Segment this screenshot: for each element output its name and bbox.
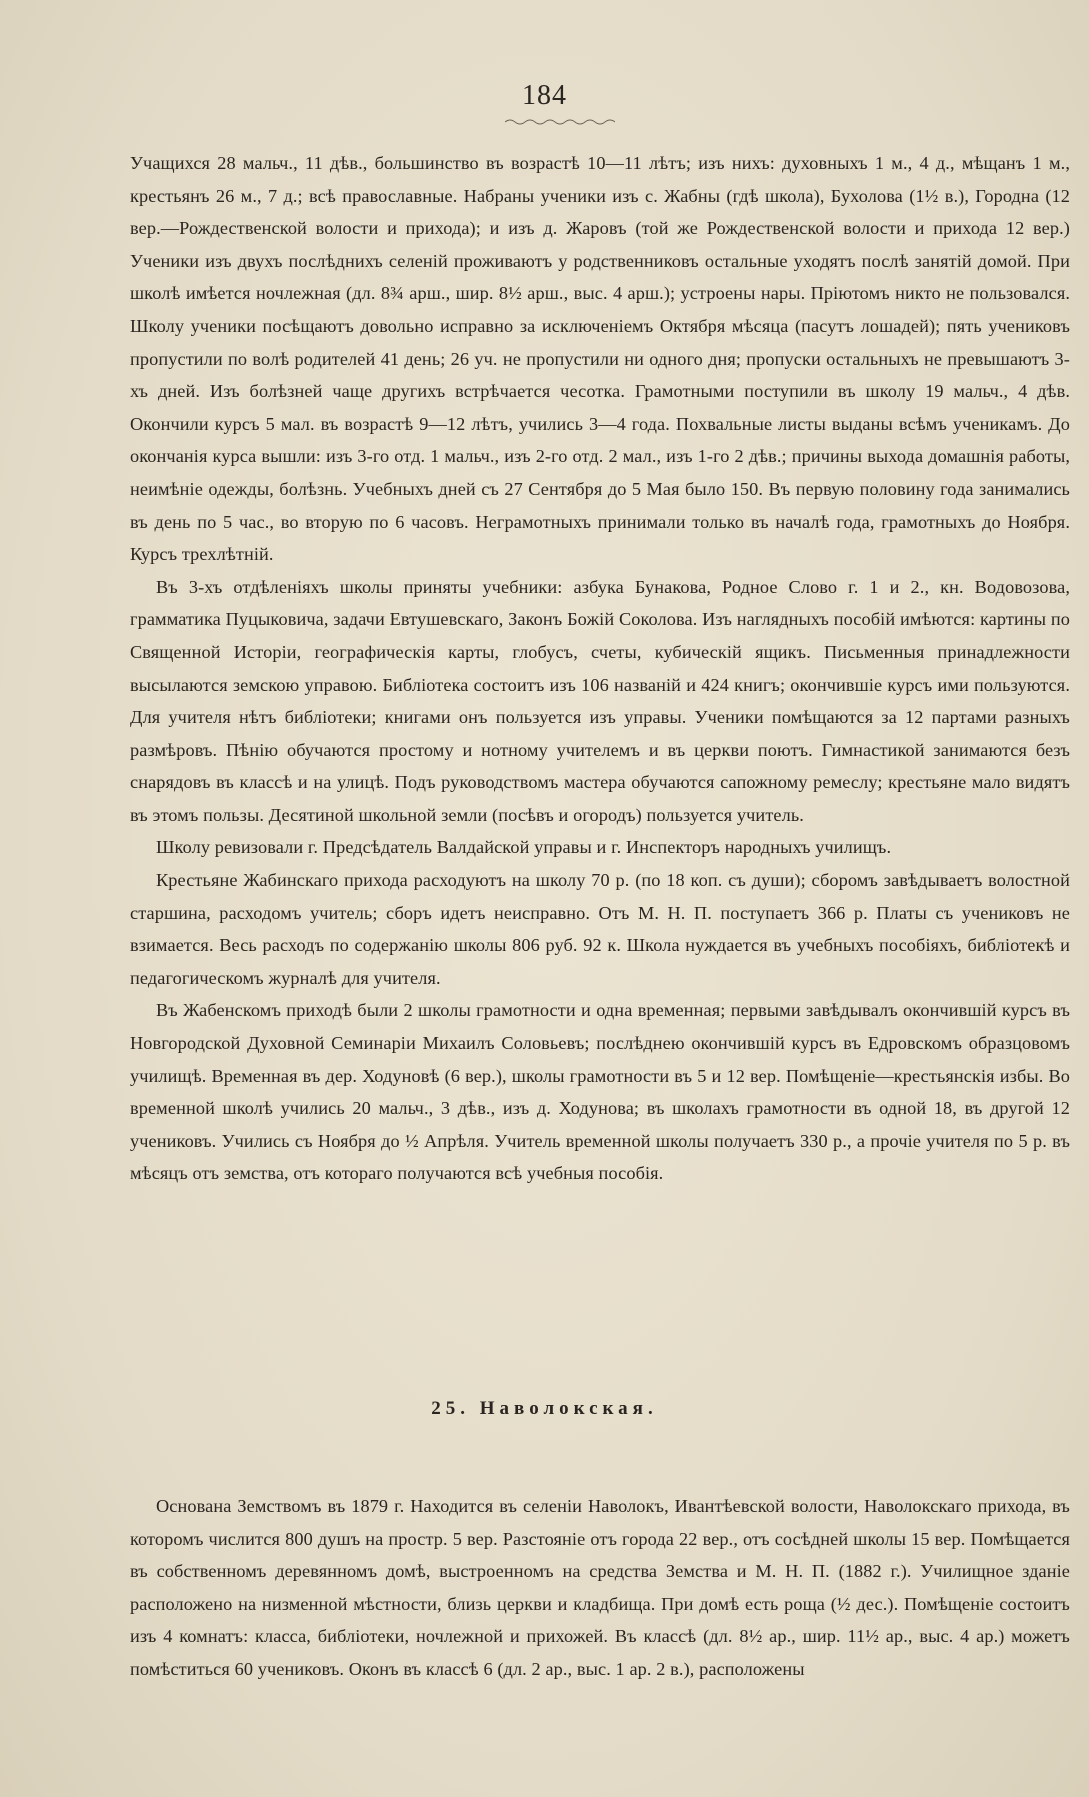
main-text-block: [130, 147, 1070, 1190]
paragraph-inspection: Школу ревизовали г. Предсѣдатель Валдайской управы и г. Инспекторъ народныхъ училищъ.: [156, 837, 892, 858]
paragraph-literacy-schools: Въ Жабенскомъ приходѣ были 2 школы грамотности и одна временная; первыми завѣдывалъ окончившій курсъ въ Новгородской Духовной Семинаріи Михаилъ Соловьевъ; послѣднею окончившій курсъ въ Едровскомъ образцовомъ училищѣ. Временная въ дер. Ходуновѣ (6 вер.), школы грамотности въ 5 и 12 вер. Помѣщеніе—крестьянскія избы. Во временной школѣ учились 20 мальч., 3 дѣв., изъ д. Ходунова; въ школахъ грамотности въ одной 18, въ другой 12 учениковъ. Учились съ Ноября до ½ Апрѣля. Учитель временной школы получаетъ 330 р., а прочіе учителя по 5 р. въ мѣсяцъ отъ земства, отъ котораго получаются всѣ учебныя пособія.: [130, 1000, 1070, 1184]
paragraph-expenses: Крестьяне Жабинскаго прихода расходуютъ на школу 70 р. (по 18 коп. съ души); сборомъ завѣдываетъ волостной старшина, расходомъ учитель; сборъ идетъ неисправно. Отъ М. Н. П. поступаетъ 366 р. Платы съ учениковъ не взимается. Весь расходъ по содержанію школы 806 руб. 92 к. Школа нуждается въ учебныхъ пособіяхъ, библіотекѣ и педагогическомъ журналѣ для учителя.: [130, 870, 1070, 988]
paragraph-navolok-school: Основана Земствомъ въ 1879 г. Находится въ селеніи Наволокъ, Ивантѣевской волости, Наволокскаго прихода, въ которомъ числится 800 душъ на простр. 5 вер. Разстояніе отъ города 22 вер., отъ сосѣдней школы 15 вер. Помѣщается въ собственномъ деревянномъ домѣ, выстроенномъ на средства Земства и М. Н. П. (1882 г.). Училищное зданіе расположено на низменной мѣстности, близь церкви и кладбища. При домѣ есть роща (½ дес.). Помѣщеніе состоитъ изъ 4 комнатъ: класса, библіотеки, ночлежной и прихожей. Въ классѣ (дл. 8½ ар., шир. 11½ ар., выс. 4 ар.) можетъ помѣститься 60 учениковъ. Оконъ въ классѣ 6 (дл. 2 ар., выс. 1 ар. 2 в.), расположены: [130, 1496, 1070, 1679]
page-number: 184: [522, 80, 567, 111]
paragraph-pupils: Учащихся 28 мальч., 11 дѣв., большинство въ возрастѣ 10—11 лѣтъ; изъ нихъ: духовныхъ 1 м., 4 д., мѣщанъ 1 м., крестьянъ 26 м., 7 д.; всѣ православные. Набраны ученики изъ с. Жабны (гдѣ школа), Бухолова (1½ в.), Городна (12 вер.—Рождественской волости и прихода); и изъ д. Жаровъ (той же Рождественской волости и прихода 12 вер.) Ученики изъ двухъ послѣднихъ селеній проживаютъ у родственниковъ остальные уходятъ послѣ занятій домой. При школѣ имѣется ночлежная (дл. 8¾ арш., шир. 8½ арш., выс. 4 арш.); устроены нары. Пріютомъ никто не пользовался. Школу ученики посѣщаютъ довольно исправно за исключеніемъ Октября мѣсяца (пасутъ лошадей); пять учениковъ пропустили по волѣ родителей 41 день; 26 уч. не пропустили ни одного дня; пропуски остальныхъ не превышаютъ 3-хъ дней. Изъ болѣзней чаще другихъ встрѣчается чесотка. Грамотными поступили въ школу 19 мальч., 4 дѣв. Окончили курсъ 5 мал. въ возрастѣ 9—12 лѣтъ, учились 3—4 года. Похвальные листы выданы всѣмъ ученикамъ. До окончанія курса вышли: изъ 3-го отд. 1 мальч., изъ 2-го отд. 2 мал., изъ 1-го 2 дѣв.; причины выхода домашнія работы, неимѣніе одежды, болѣзнь. Учебныхъ дней съ 27 Сентября до 5 Мая было 150. Въ первую половину года занимались въ день по 5 час., во вторую по 6 часовъ. Неграмотныхъ принимали только въ началѣ года, грамотныхъ до Ноября. Курсъ трехлѣтній.: [130, 153, 1070, 565]
wavy-ornament-icon: [505, 117, 615, 127]
section-text-block: [130, 1490, 1070, 1686]
paragraph-textbooks: Въ 3-хъ отдѣленіяхъ школы приняты учебники: азбука Бунакова, Родное Слово г. 1 и 2., кн. Водовозова, грамматика Пуцыковича, задачи Евтушевскаго, Законъ Божій Соколова. Изъ наглядныхъ пособій имѣются: картины по Священной Исторіи, географическія карты, глобусъ, счеты, кубическій ящикъ. Письменныя принадлежности высылаются земскою управою. Библіотека состоитъ изъ 106 названій и 424 книгъ; окончившіе курсъ ими пользуются. Для учителя нѣтъ библіотеки; книгами онъ пользуется изъ управы. Ученики помѣщаются за 12 партами разныхъ размѣровъ. Пѣнію обучаются простому и нотному учителемъ и въ церкви поютъ. Гимнастикой занимаются безъ снарядовъ въ классѣ и на улицѣ. Подъ руководствомъ мастера обучаются сапожному ремеслу; крестьяне мало видятъ въ этомъ пользы. Десятиной школьной земли (посѣвъ и огородъ) пользуется учитель.: [130, 576, 1070, 825]
section-title: 25. Наволокская.: [431, 1398, 658, 1419]
